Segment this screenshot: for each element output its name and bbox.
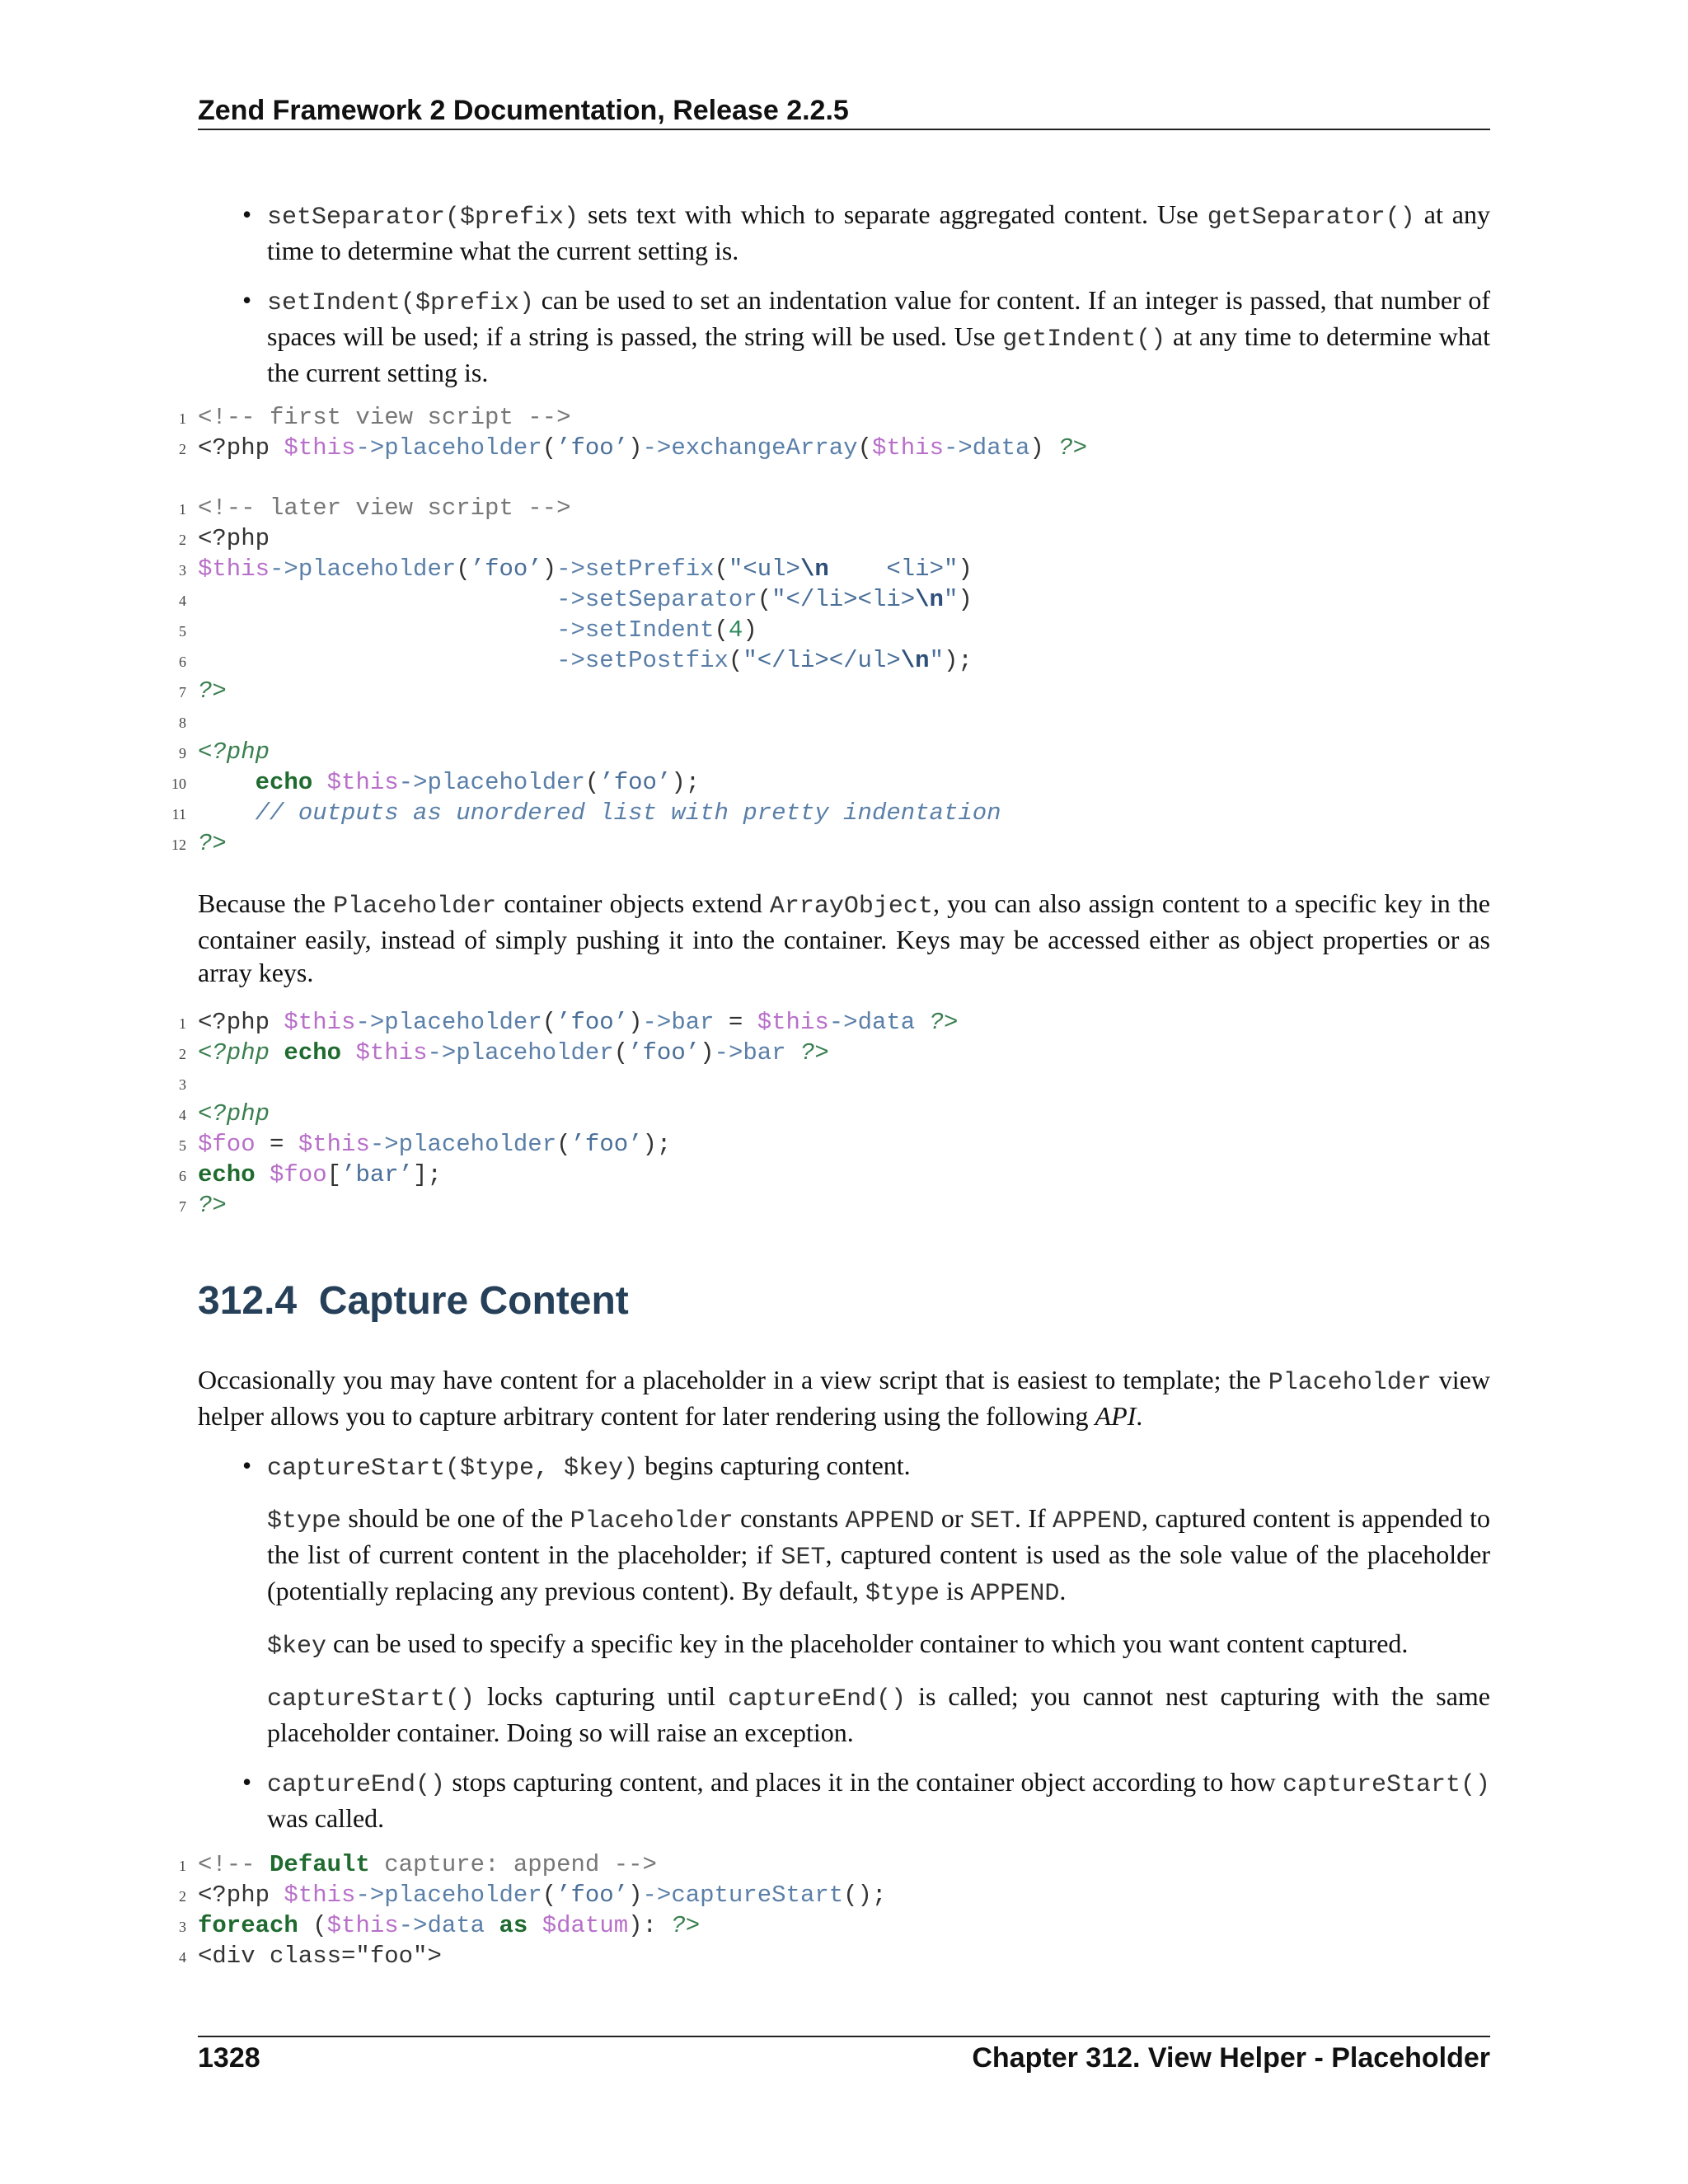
document-page	[171, 0, 1491, 2184]
code-line: 9 <?php	[179, 738, 270, 766]
page-content	[171, 198, 1491, 1990]
code-line: 1 <!-- first view script -->	[179, 404, 571, 431]
code-line: 7 ?>	[179, 1192, 227, 1219]
list-item: • captureStart($type, $key) begins capturing content. $type should be one of the Placeholder constants APPEND or SET. If APPEND, captured content is appended to the list of current content in the placeholder; if SET, captured content is used as the sole value of the placeholder (potentially replacing any previous content). By default, $type is APPEND. $key can be used to specify a specific key in the placeholder container to which you want content captured. captureStart() locks capturing until captureEnd() is called; you cannot nest capturing with the same placeholder container. Doing so will raise an exception.	[198, 1449, 1490, 1749]
chapter-title: Chapter 312. View Helper - Placeholder	[972, 2042, 1490, 2074]
code-line: 4 <div class="foo">	[179, 1943, 442, 1970]
code-line: 1 <?php $this->placeholder(’foo’)->bar = $this->data ?>	[179, 1009, 959, 1036]
code-block-4	[179, 1849, 1490, 1971]
list-item: • setSeparator($prefix) sets text with which to separate aggregated content. Use getSeparator() at any time to determine what the current setting is.	[198, 198, 1490, 267]
code-line: 10 echo $this->placeholder(’foo’);	[171, 769, 701, 796]
code-block-2	[171, 493, 1490, 859]
code-line: 6 ->setPostfix("</li></ul>\n");	[179, 647, 973, 674]
code-line: 3 foreach ($this->data as $datum): ?>	[179, 1912, 701, 1939]
code-line: 8	[179, 715, 186, 731]
code-line: 1 <!-- Default capture: append -->	[179, 1851, 657, 1878]
code-line: 4 <?php	[179, 1100, 270, 1127]
code-line: 12 ?>	[171, 830, 227, 857]
code-line: 2 <?php echo $this->placeholder(’foo’)->bar ?>	[179, 1039, 829, 1066]
code-line: 7 ?>	[179, 677, 227, 705]
code-block-1	[179, 402, 1490, 463]
code-line: 2 <?php	[179, 525, 270, 552]
method-list-1	[198, 198, 1490, 389]
header-title: Zend Framework 2 Documentation, Release 2.2.5	[198, 95, 849, 126]
code-line: 2 <?php $this->placeholder(’foo’)->exchangeArray($this->data) ?>	[179, 434, 1088, 462]
code-line: 6 echo $foo[’bar’];	[179, 1161, 442, 1188]
code-line: 3 $this->placeholder(’foo’)->setPrefix("<ul>\n <li>")	[179, 555, 973, 583]
code-line: 5 $foo = $this->placeholder(’foo’);	[179, 1131, 672, 1158]
method-list-2	[198, 1449, 1490, 1835]
paragraph: Because the Placeholder container objects extend ArrayObject, you can also assign content to a specific key in the container easily, instead of simply pushing it into the container. Keys may be accessed either as object properties or as array keys.	[198, 888, 1491, 987]
code-line: 5 ->setIndent(4)	[179, 616, 757, 644]
list-item: • setIndent($prefix) can be used to set an indentation value for content. If an integer is passed, that number of spaces will be used; if a string is passed, the string will be used. Use getIndent() at any time to determine what the current setting is.	[198, 284, 1490, 389]
paragraph: Occasionally you may have content for a placeholder in a view script that is easiest to template; the Placeholder view helper allows you to capture arbitrary content for later rendering using the following API.	[198, 1365, 1490, 1431]
list-item: • captureEnd() stops capturing content, and places it in the container object according to how captureStart() was called.	[198, 1765, 1490, 1835]
page-number: 1328	[198, 2042, 260, 2074]
code-line: 2 <?php $this->placeholder(’foo’)->captureStart();	[179, 1882, 887, 1909]
code-line: 4 ->setSeparator("</li><li>\n")	[179, 586, 973, 613]
code-line: 1 <!-- later view script -->	[179, 494, 571, 522]
code-line: 11 // outputs as unordered list with pretty indentation	[171, 799, 1001, 827]
code-line: 3	[179, 1076, 186, 1093]
running-header	[198, 92, 1490, 130]
section-heading: 312.4 Capture Content	[198, 1279, 629, 1323]
code-block-3	[179, 1007, 1490, 1221]
running-footer	[198, 2036, 1490, 2074]
